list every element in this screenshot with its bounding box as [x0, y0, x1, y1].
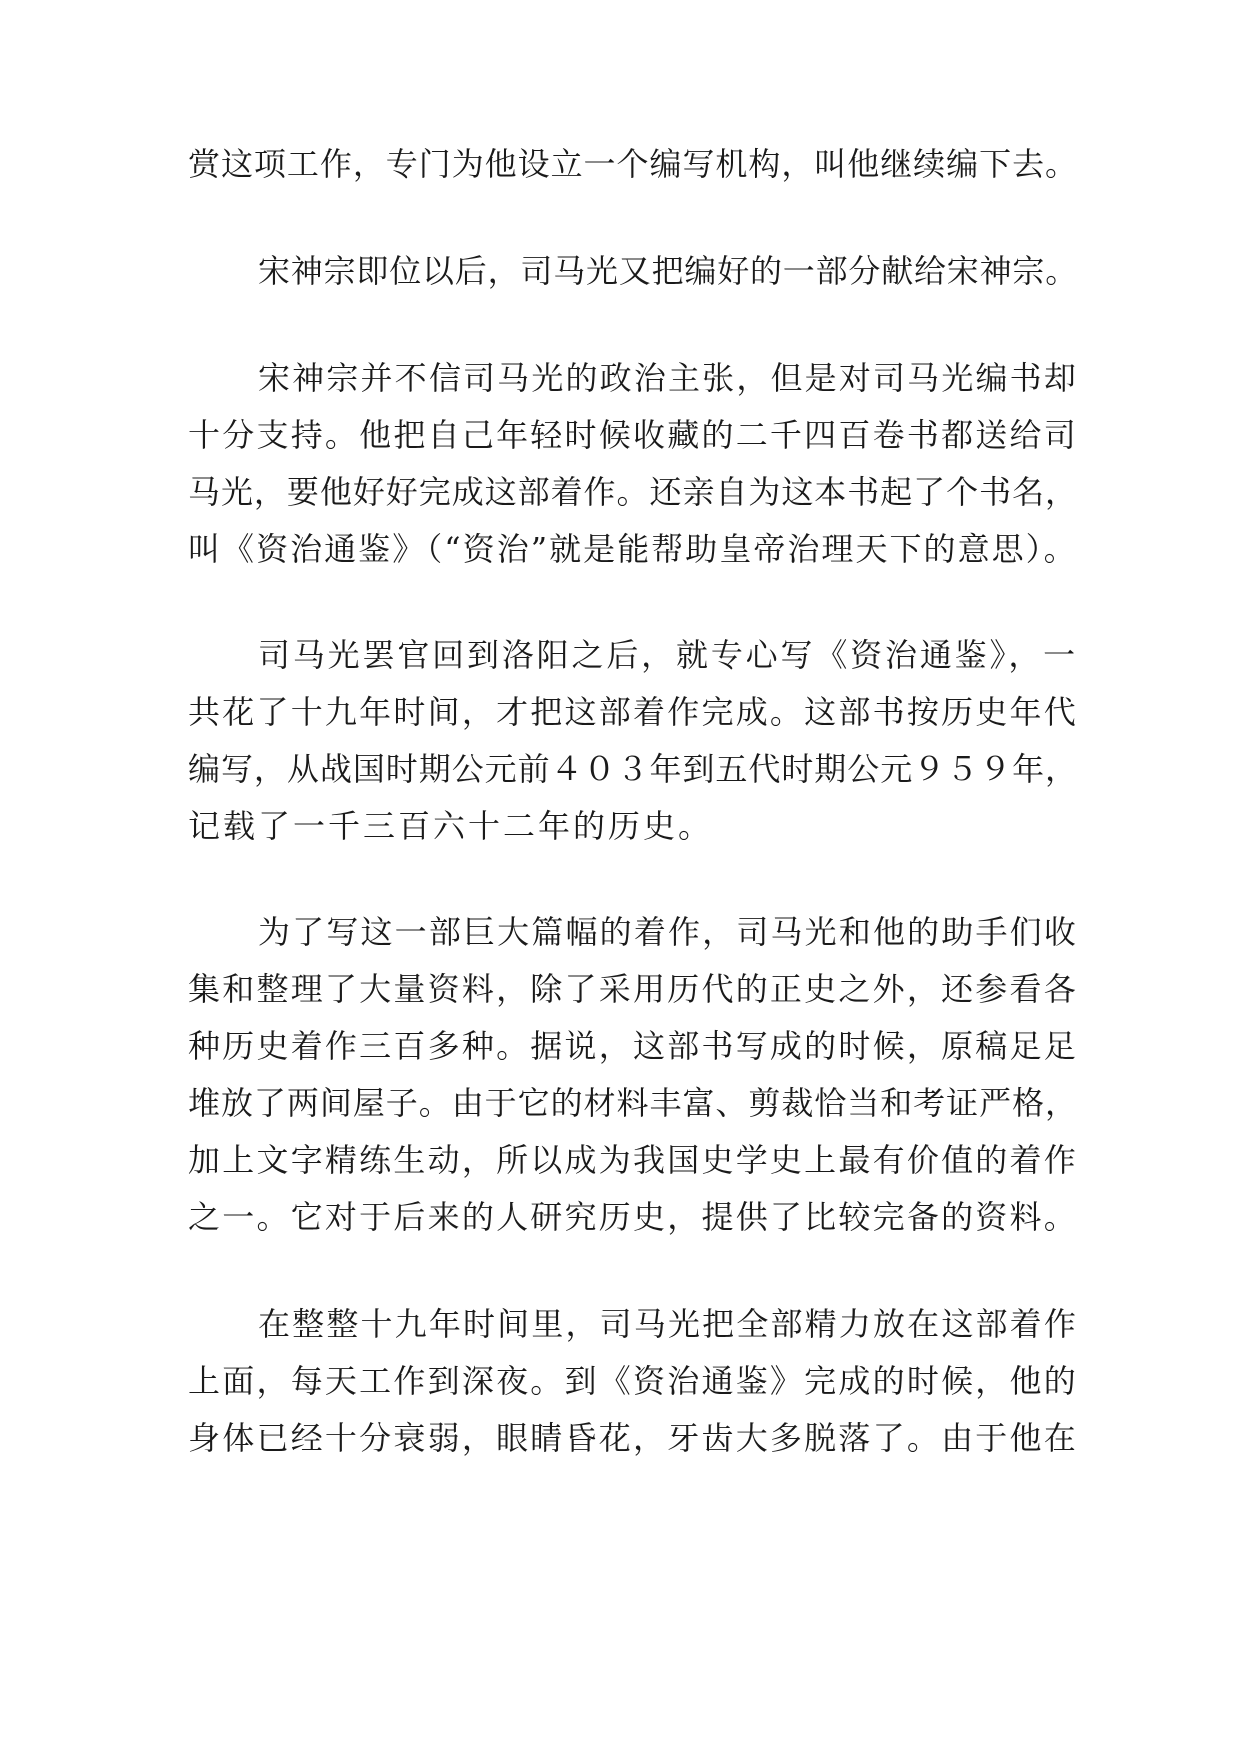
text-line: 加上文字精练生动，所以成为我国史学史上最有价值的着作 [188, 1141, 1079, 1179]
text-line: 共花了十九年时间，才把这部着作完成。这部书按历史年代 [188, 693, 1079, 731]
text-line: 为了写这一部巨大篇幅的着作，司马光和他的助手们收 [258, 913, 1079, 951]
text-line: 上面，每天工作到深夜。到《资治通鉴》完成的时候，他的 [188, 1362, 1079, 1400]
text-line: 种历史着作三百多种。据说，这部书写成的时候，原稿足足 [188, 1027, 1079, 1065]
text-line: 司马光罢官回到洛阳之后，就专心写《资治通鉴》，一 [258, 636, 1079, 674]
text-line: 宋神宗并不信司马光的政治主张，但是对司马光编书却 [258, 359, 1079, 397]
text-line: 编写，从战国时期公元前４０３年到五代时期公元９５９年， [188, 750, 1079, 788]
text-line: 堆放了两间屋子。由于它的材料丰富、剪裁恰当和考证严格， [188, 1084, 1079, 1122]
text-line: 十分支持。他把自己年轻时候收藏的二千四百卷书都送给司 [188, 416, 1079, 454]
text-line: 宋神宗即位以后，司马光又把编好的一部分献给宋神宗。 [258, 252, 1079, 290]
text-line: 叫《资治通鉴》（“资治”就是能帮助皇帝治理天下的意思）。 [188, 530, 1078, 568]
text-line: 集和整理了大量资料，除了采用历代的正史之外，还参看各 [188, 970, 1079, 1008]
text-line: 身体已经十分衰弱，眼睛昏花，牙齿大多脱落了。由于他在 [188, 1419, 1079, 1457]
text-line: 马光，要他好好完成这部着作。还亲自为这本书起了个书名， [188, 473, 1079, 511]
text-line: 赏这项工作，专门为他设立一个编写机构，叫他继续编下去。 [188, 145, 1079, 183]
text-line: 之一。它对于后来的人研究历史，提供了比较完备的资料。 [188, 1198, 1079, 1236]
text-line: 在整整十九年时间里，司马光把全部精力放在这部着作 [258, 1305, 1079, 1343]
text-line: 记载了一千三百六十二年的历史。 [188, 807, 714, 845]
